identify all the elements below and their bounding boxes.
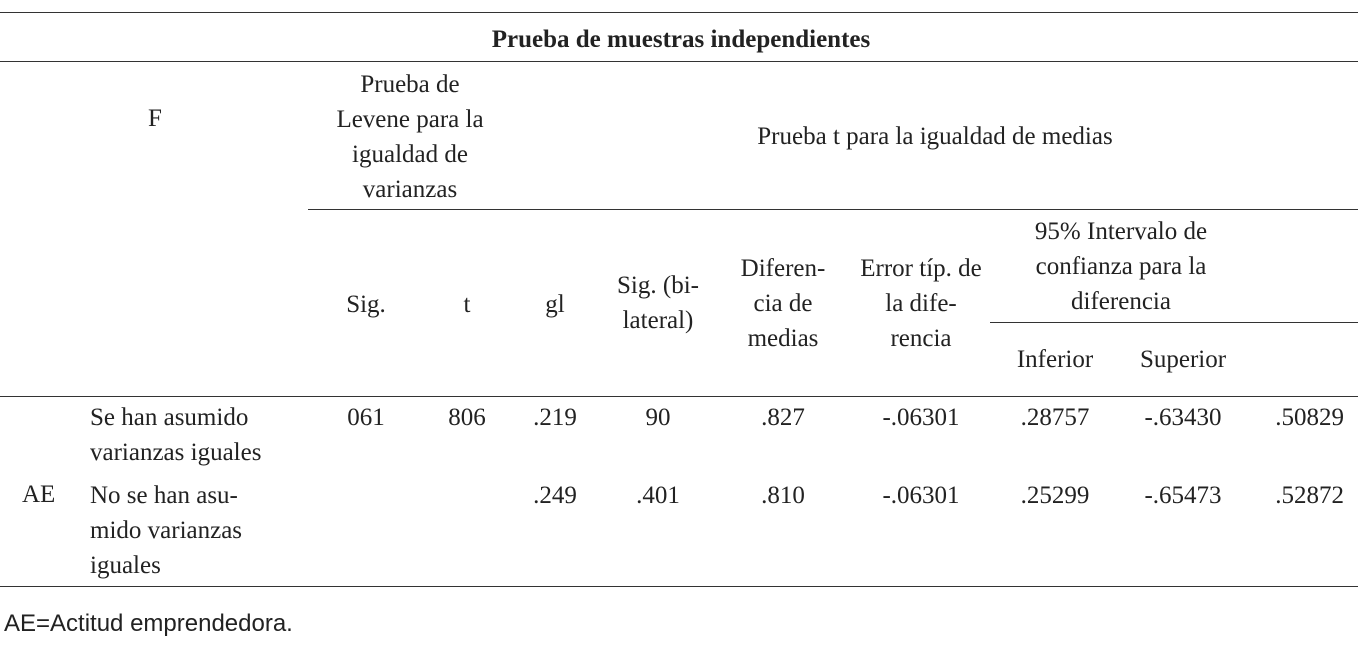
ttest-group-header: Prueba t para la igualdad de medias — [757, 123, 1113, 150]
table-cell: 806 — [448, 404, 486, 431]
table-footnote: AE=Actitud emprendedora. — [4, 610, 293, 637]
f-label: F — [148, 105, 162, 132]
table-cell: -.65473 — [1144, 482, 1222, 509]
table-bottom-rule — [0, 586, 1358, 587]
table-cell: .401 — [636, 482, 680, 509]
table-cell: .52872 — [1275, 482, 1344, 509]
header-bottom-rule — [0, 396, 1358, 397]
table-cell: .25299 — [1020, 482, 1090, 509]
ci-rule — [990, 322, 1358, 323]
group-rule — [308, 209, 1358, 210]
table-cell: .810 — [761, 482, 805, 509]
table-cell: -.06301 — [882, 404, 960, 431]
col-header-sig: Sig. — [346, 291, 386, 318]
levene-group-header: Prueba de Levene para la igualdad de varianzas — [336, 71, 484, 203]
table-cell: 90 — [645, 404, 671, 431]
top-rule — [0, 12, 1358, 13]
col-header-gl: gl — [545, 291, 565, 318]
table-cell: .827 — [761, 404, 805, 431]
table-cell: -.06301 — [882, 482, 960, 509]
table-cell: .28757 — [1020, 404, 1090, 431]
col-header-std-err: Error típ. de la dife-rencia — [860, 255, 982, 352]
col-header-sig-bilateral: Sig. (bi-lateral) — [617, 272, 699, 334]
col-header-mean-diff: Diferen-cia de medias — [740, 255, 826, 352]
row-label: No se han asu-mido varianzas iguales — [90, 482, 243, 579]
table-cell: .249 — [533, 482, 577, 509]
table-title: Prueba de muestras independientes — [491, 26, 871, 53]
col-header-ci-upper: Superior — [1139, 346, 1227, 373]
title-rule — [0, 61, 1358, 62]
table-cell: .219 — [533, 404, 577, 431]
table-cell: -.63430 — [1144, 404, 1222, 431]
col-header-ci-group: 95% Intervalo de confianza para la diferencia — [1034, 218, 1208, 315]
table-cell: 061 — [347, 404, 385, 431]
table-cell: .50829 — [1275, 404, 1344, 431]
row-group-label: AE — [22, 481, 56, 508]
col-header-t: t — [463, 291, 471, 318]
col-header-ci-lower: Inferior — [1016, 346, 1094, 373]
row-label: Se han asumido varianzas iguales — [90, 404, 262, 466]
